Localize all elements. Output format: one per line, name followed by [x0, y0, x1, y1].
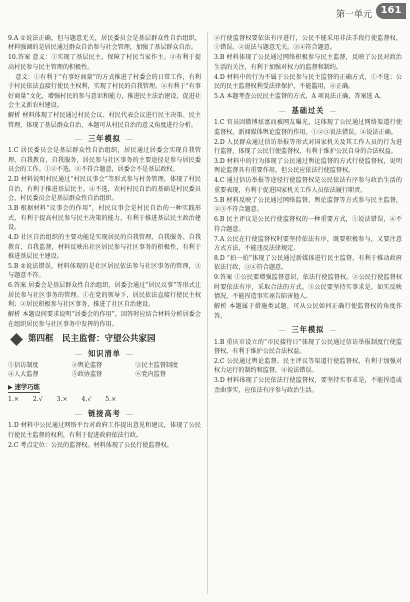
checklist-item: ③民主监督制度 [135, 362, 179, 369]
checklist-item: ①信访制度 [8, 362, 39, 369]
answer-item: 8.D “拍一拍”体现了公民通过新媒体进行民主监督，有利于推动政府依法行政，③④符合题意。 [214, 254, 402, 272]
unit-title: 第一单元 [335, 10, 372, 20]
knowledge-checklist [8, 361, 201, 380]
quick-answer: 4.√ [81, 396, 92, 404]
analysis-text: 解析 材料体现了村民通过村民会议、村民代表会议进行民主决策、民主管理，体现了基层群众自治，本题可从村民自治的意义角度进行分析。 [8, 112, 201, 129]
right-column [214, 34, 402, 396]
answer-item: 3.D 材料体现了公民依法行使监督权，要坚持实事求是，不能捏造或歪曲事实，应依法有序参与政治生活。 [214, 377, 402, 394]
answer-item: 3.B 材料体现了公民通过网络积极参与民主监督，反映了公民对政治生活的关注，有利于加强对权力的监督和制约。 [214, 54, 402, 71]
checklist-item: ②舆论监督 [71, 362, 103, 369]
answer-item: 5.B ②说法错误，材料体现的是社区居民依法参与社区事务的管理，③与题意不符。 [8, 262, 201, 280]
page-number: 161 [376, 3, 406, 19]
section-heading: — 链接高考 — [8, 409, 201, 418]
answer-item: 1.C 居民委员会是基层群众性自治组织，居民通过居委会实现自我管理、自我教育、自我服务，居民参与社区事务的主要途径是参与居民委员会的工作。①②不选，②不符合题意，居委会不是基层政权。 [8, 147, 201, 174]
answer-item: 3.B 根据材料“议事会的作用”，村民议事会是村民自治的一种实践形式，有利于提高村民参与民主决策的能力，有利于推进基层民主政治建设。 [8, 205, 201, 232]
answer-item: 4.D 社区自治组织的主要功能是实现居民的自我管理、自我服务、自我教育、自我监督，材料反映出社区居民参与社区事务的积极性，有利于推进基层民主建设。 [8, 234, 201, 260]
section-heading: — 基础过关 — [214, 106, 402, 115]
section-heading: — 知识清单 — [8, 349, 201, 358]
checklist-item: ④人大监督 [8, 371, 39, 379]
page-header [0, 0, 410, 26]
analysis-text: 解析 本题设问要求说明“居委会的作用”，回答时应结合材料分析居委会在组织居民参与社区事务中发挥的作用。 [8, 311, 201, 328]
quick-answer: 5.× [105, 396, 117, 404]
answer-item: 意义：①有利于“有事好商量”的方式推进了村委会的日常工作，有利于村民依法直接行使民主权利，实现了村民的自我管理。②有利于“有事好商量”文化，增强村民的参与意识和能力，推进民主法治建设，促进社会主义新农村建设。 [8, 73, 201, 110]
answer-item: 5.B 材料反映了公民通过网络监督、舆论监督等方式参与民主监督，②③不符合题意。 [214, 196, 402, 214]
left-column [8, 34, 201, 451]
analysis-text: 解析 本题属于措施类试题，可从公民如何正确行使监督权的角度作答。 [214, 303, 402, 320]
section-title [8, 335, 201, 344]
answer-item: 9.A ①说法正确，但与题意无关，居民委员会是基层群众性自治组织，材料强调的是居民通过群众自治参与社会管理，加强了基层群众自治。 [8, 35, 201, 52]
triangle-icon: ▶ [8, 383, 13, 391]
answer-item: 1.B 重庆市设立的“市民接待日”体现了公民通过信访举报制度行使监督权，有利于维护公民合法权益。 [214, 338, 402, 356]
answer-item: 7.A 公民在行使监督权时要坚持依法有序，既要积极参与，又要注意方式方法，不能违反法律规定。 [214, 235, 402, 253]
section-heading: — 三年模拟 — [8, 134, 201, 143]
answer-item: 9.答案 ①公民要增强监督意识，依法行使监督权。②公民行使监督权时要依法有序，采取合法的方式。③公民要坚持实事求是，如实反映情况，不能捏造事实诬告陷害他人。 [214, 274, 402, 301]
quick-answer: 3.× [56, 396, 68, 404]
answer-item: 2.D 人民群众通过信访举报等形式对国家机关及其工作人员的行为进行监督，体现了公民行使监督权，有利于维护公民自身的合法权益。 [214, 138, 402, 155]
answer-item: 1.C 官员因微博炫富而被网友曝光，这体现了公民通过网络渠道行使监督权，新闻媒体舆论监督的作用。①②③说法错误，④说法正确。 [214, 119, 402, 136]
section-heading: — 三年模拟 — [214, 325, 402, 334]
answer-item: 10.答案 意义：①实现了基层民主，保障了村民当家作主。②有利于提高村民参与民主管理的积极性。 [8, 54, 201, 71]
quick-answers [8, 395, 201, 404]
answer-item: 2.C 考点定位：公民的监督权。材料体现了公民行使监督权。 [8, 441, 173, 449]
checklist-item: ⑤政协监督 [71, 371, 103, 379]
checklist-item: ⑥党内监督 [135, 371, 166, 379]
answer-item: 6.答案 居委会是基层群众性自治组织，居委会通过“居民议事”等形式让居民参与社区事务的管理。①在党的领导下，居民依法直接行使民主权利；②居民积极参与社区事务，推进了社区自治建设。 [8, 282, 201, 309]
answer-item: 6.B 民主评议是公民行使监督权的一种重要方式，①说法错误，④不符合题意。 [214, 216, 402, 233]
answer-item: 4.C 通过信访举报等途径行使监督权是公民依法有序参与政治生活的重要表现，有利于促进国家机关工作人员依法履行职责。 [214, 177, 402, 194]
quick-practice-label: ▶ 速学巧练 [8, 383, 40, 393]
answer-item: 3.D 材料中的行为体现了公民通过舆论监督的方式行使监督权，说明舆论监督具有重要作用，但公民应依法行使监督权。 [214, 157, 402, 175]
answer-item: 2.D 材料说明村民通过“村民议事会”等形式参与村务管理，体现了村民自治，有利于推进基层民主。④不选，农村村民自治的基础是村民委员会，村民委员会是基层群众性自治组织。 [8, 176, 201, 203]
answer-item: 5.A 本题考查公民民主监督的方式，A 项说法正确，答案选 A。 [214, 93, 386, 101]
answer-item: 4.D 材料中的行为不属于公民参与民主监督的正确方式，①不选；公民的民主监督权利受法律保护，不能滥用，④正确。 [214, 73, 402, 91]
quick-answer: 2.√ [32, 396, 43, 404]
diamond-icon [10, 333, 23, 346]
answer-item: ②行使监督权要依法有序进行，公民不能采用非法手段行使监督权，①错误。②说法与题意无关。③④符合题意。 [214, 35, 402, 52]
column-divider [207, 32, 208, 594]
answer-item: 2.C 公民通过舆论监督、民主评议等渠道行使监督权，有利于加强对权力运行的制约和监督，④说法错误。 [214, 358, 402, 375]
quick-answer: 1.× [8, 396, 19, 404]
answer-item: 1.D 材料中公民通过网络平台对政府工作提出意见和建议，体现了公民行使民主监督的权利，有利于促进政府依法行政。 [8, 422, 201, 439]
section-title-text: 第四框 民主监督：守望公共家园 [28, 334, 156, 345]
